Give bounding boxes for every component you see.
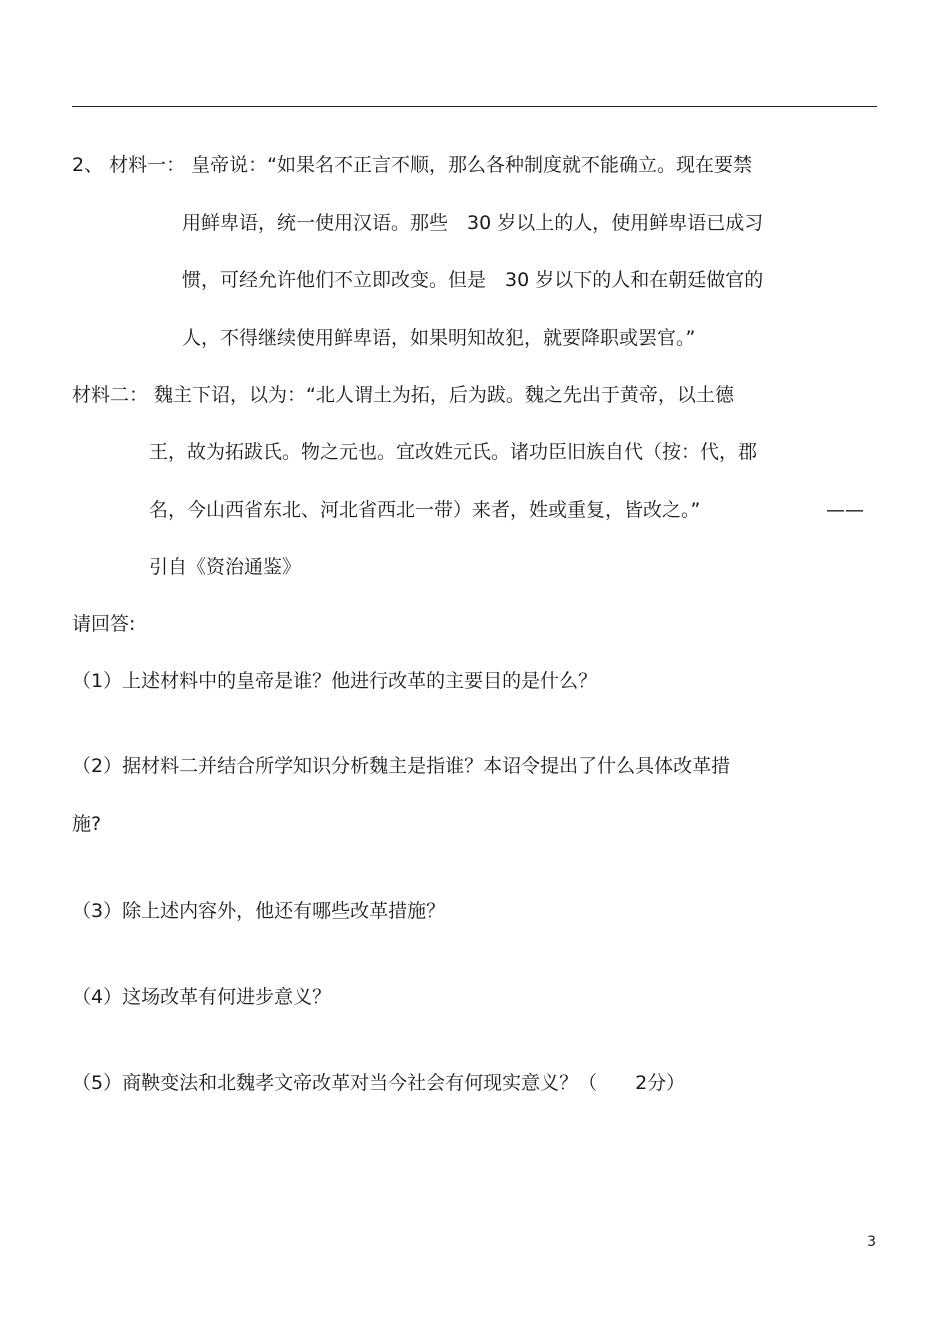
answer-prompt: 请回答:	[72, 613, 136, 635]
page-number: 3	[867, 1234, 876, 1250]
material1-line-3: 惯，可经允许他们不立即改变。但是 30 岁以下的人和在朝廷做官的	[182, 269, 764, 291]
material1-line-2: 用鲜卑语，统一使用汉语。那些 30 岁以上的人，使用鲜卑语已成习	[182, 212, 764, 234]
material2-source: 引自《资治通鉴》	[149, 556, 302, 578]
question-2: （2）据材料二并结合所学知识分析魏主是指谁？本诏令提出了什么具体改革措	[72, 755, 731, 777]
material2-line-2: 王，故为拓跋氏。物之元也。宜改姓元氏。诸功臣旧族自代（按：代，郡	[149, 441, 758, 463]
material2-line-3: 名，今山西省东北、河北省西北一带）来者，姓或重复，皆改之。”	[149, 499, 701, 521]
header-rule	[72, 106, 877, 107]
question-3: （3）除上述内容外，他还有哪些改革措施？	[72, 900, 446, 922]
material1-line-1: 2、 材料一： 皇帝说：“如果名不正言不顺，那么各种制度就不能确立。现在要禁	[72, 154, 753, 176]
question-1: （1）上述材料中的皇帝是谁？他进行改革的主要目的是什么？	[72, 670, 598, 692]
question-5: （5）商鞅变法和北魏孝文帝改革对当今社会有何现实意义？（ 2分）	[72, 1072, 686, 1094]
material2-dash: ——	[826, 499, 864, 521]
material1-line-4: 人，不得继续使用鲜卑语，如果明知故犯，就要降职或罢官。”	[182, 327, 696, 349]
question-2-cont: 施?	[72, 813, 102, 835]
question-4: （4）这场改革有何进步意义？	[72, 986, 332, 1008]
material2-line-1: 材料二： 魏主下诏，以为：“北人谓土为拓，后为跋。魏之先出于黄帝，以土德	[72, 384, 734, 406]
